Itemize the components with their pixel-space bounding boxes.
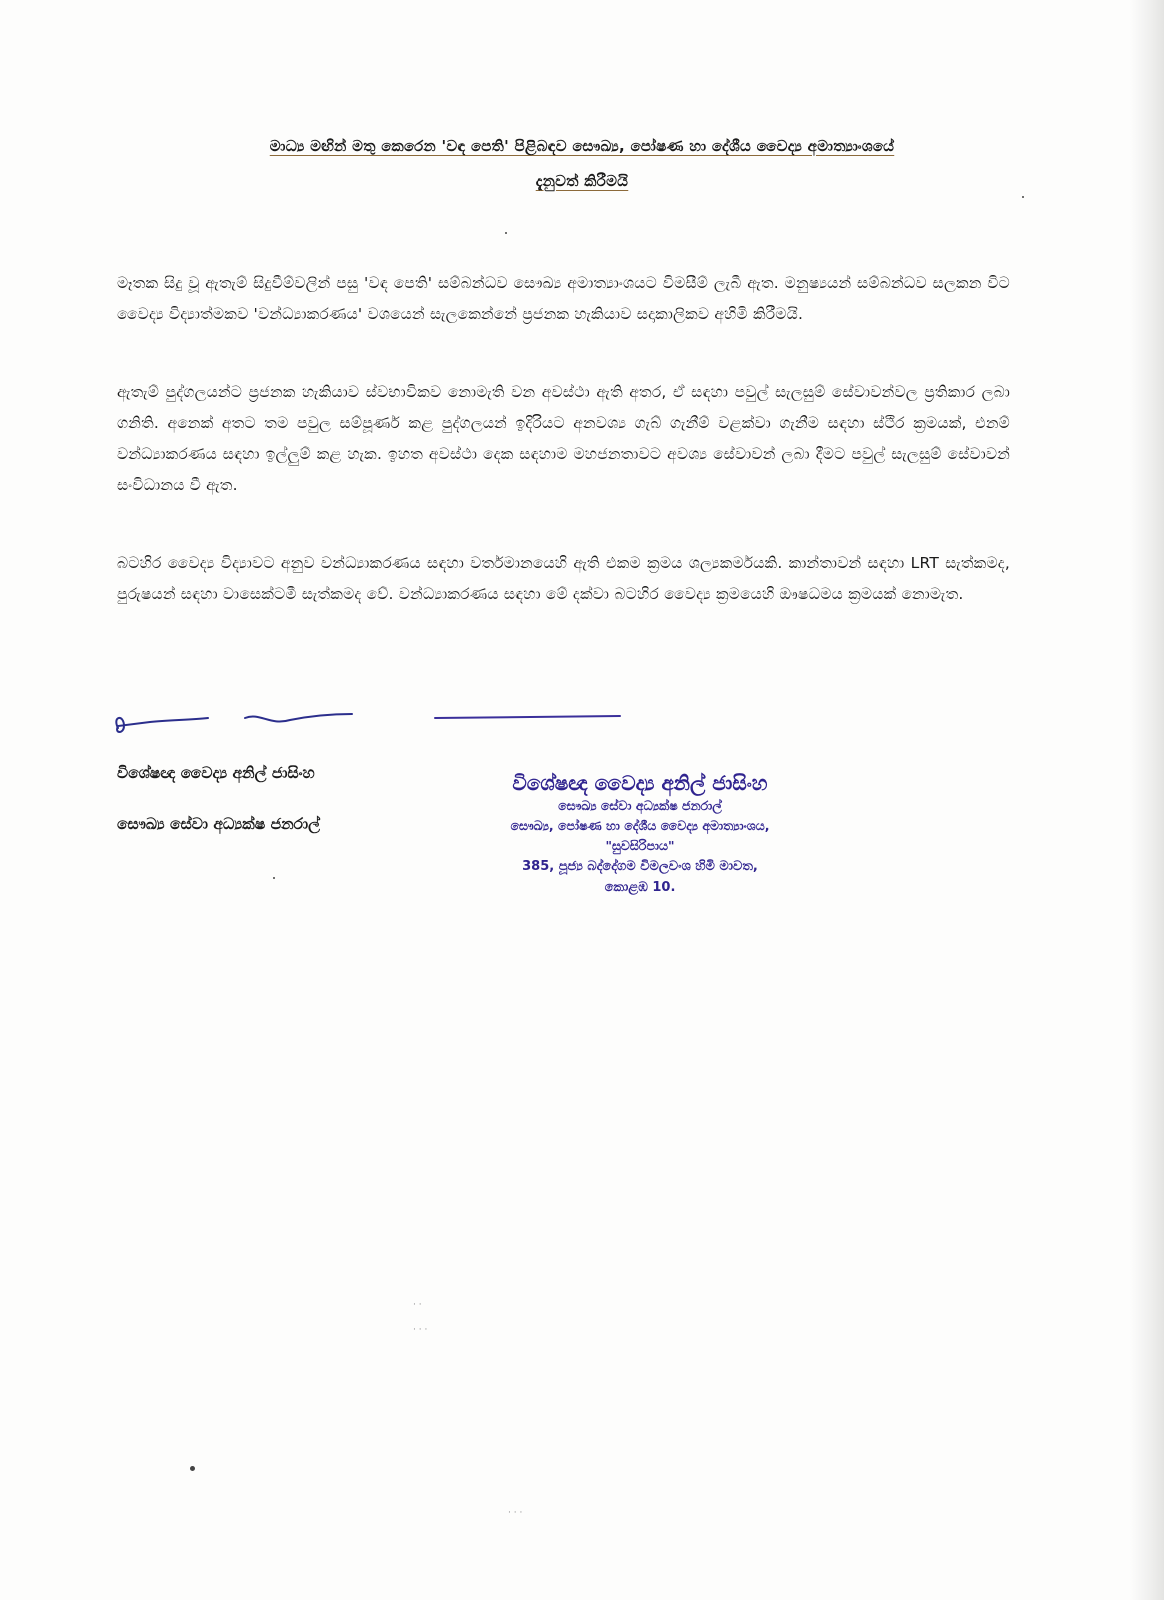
scan-smudge: · · — [413, 1300, 422, 1310]
stamp-city: කොළඹ 10. — [604, 880, 676, 895]
paragraph-1: මෑතක සිදු වූ ඇතැම් සිදුවීම්වලින් පසු 'වඳ පෙති' සම්බන්ධව සෞඛ්‍ය අමාත්‍යාංශයට විමසීම් ලැබී ඇත. මනුෂ්‍යයන් සම්බන්ධව සලකන විට වෛද්‍ය විද්‍යාත්මකව 'වන්ධ්‍යාකරණය' වශයෙන් සැලකෙන්නේ ප්‍රජනක හැකියාව සදාකාලිකව අහිමි කිරීමයි. — [117, 274, 1010, 323]
stamp-name: විශේෂඥ වෛද්‍ය අනිල් ජාසිංහ — [512, 771, 768, 795]
document-title-line-1 — [120, 130, 1044, 163]
stamp-address: 385, පූජ්‍ය බද්දේගම විමලවංශ හිමි මාවත, — [522, 859, 758, 874]
scan-smudge: · · · — [413, 1325, 428, 1335]
paragraph-3: බටහිර වෛද්‍ය විද්‍යාවට අනුව වන්ධ්‍යාකරණය සඳහා වර්තමානයෙහි ඇති එකම ක්‍රමය ශල්‍යකර්මයකි. කාන්තාවන් සඳහා LRT සැත්කමද, පුරුෂයන් සඳහා වාසෙක්ටමී සැත්කමද වේ. වන්ධ්‍යාකරණය සඳහා මේ දක්වා බටහිර වෛද්‍ය ක්‍රමයෙහි ඖෂධමය ක්‍රමයක් නොමැත. — [117, 554, 1010, 603]
handwritten-signature — [110, 712, 650, 752]
scan-speck — [190, 1466, 195, 1471]
paragraph-2: ඇතැම් පුද්ගලයන්ට ප්‍රජනක හැකියාව ස්වභාවිකව නොමැති වන අවස්ථා ඇති අතර, ඒ සඳහා පවුල් සැලසුම් සේවාවන්වල ප්‍රතිකාර ලබා ගනිති. අනෙක් අතට තම පවුල සම්පූර්ණ කළ පුද්ගලයන් ඉදිරියට අනවශ්‍ය ගැබ් ගැනීම් වළක්වා ගැනීම සඳහා ස්ථිර ක්‍රමයක්, එනම් වන්ධ්‍යාකරණය සඳහා ඉල්ලුම් කළ හැක. ඉහත අවස්ථා දෙක සඳහාම මහජනතාවට අවශ්‍ය සේවාවන් ලබා දීමට පවුල් සැලසුම් සේවාවන් සංවිධානය වී ඇත. — [117, 383, 1010, 494]
stamp-building: "සුවසිරිපාය" — [605, 838, 675, 853]
scan-speck — [505, 232, 507, 234]
scan-speck — [1022, 196, 1024, 198]
scan-edge-shadow — [1130, 0, 1164, 1600]
document-title-line-2 — [120, 165, 1044, 198]
stamp-ministry: සෞඛ්‍ය, පෝෂණ හා දේශීය වෛද්‍ය අමාත්‍යාංශය, — [510, 818, 770, 833]
signer-name: විශේෂඥ වෛද්‍ය අනිල් ජාසිංහ — [117, 764, 315, 782]
signer-title: සෞඛ්‍ය සේවා අධ්‍යක්ෂ ජනරාල් — [117, 815, 320, 833]
scan-smudge: · · · — [508, 1508, 523, 1518]
title-text-2: දැනුවත් කිරීමයි — [535, 172, 629, 190]
title-text-1: මාධ්‍ය මඟින් මතු කෙරෙන 'වඳ පෙති' පිළිබඳව සෞඛ්‍ය, පෝෂණ හා දේශීය වෛද්‍ය අමාත්‍යාංශයේ — [269, 137, 895, 155]
stamp-title: සෞඛ්‍ය සේවා අධ්‍යක්ෂ ජනරාල් — [558, 798, 722, 813]
scan-speck — [273, 877, 275, 879]
official-stamp — [440, 770, 840, 898]
